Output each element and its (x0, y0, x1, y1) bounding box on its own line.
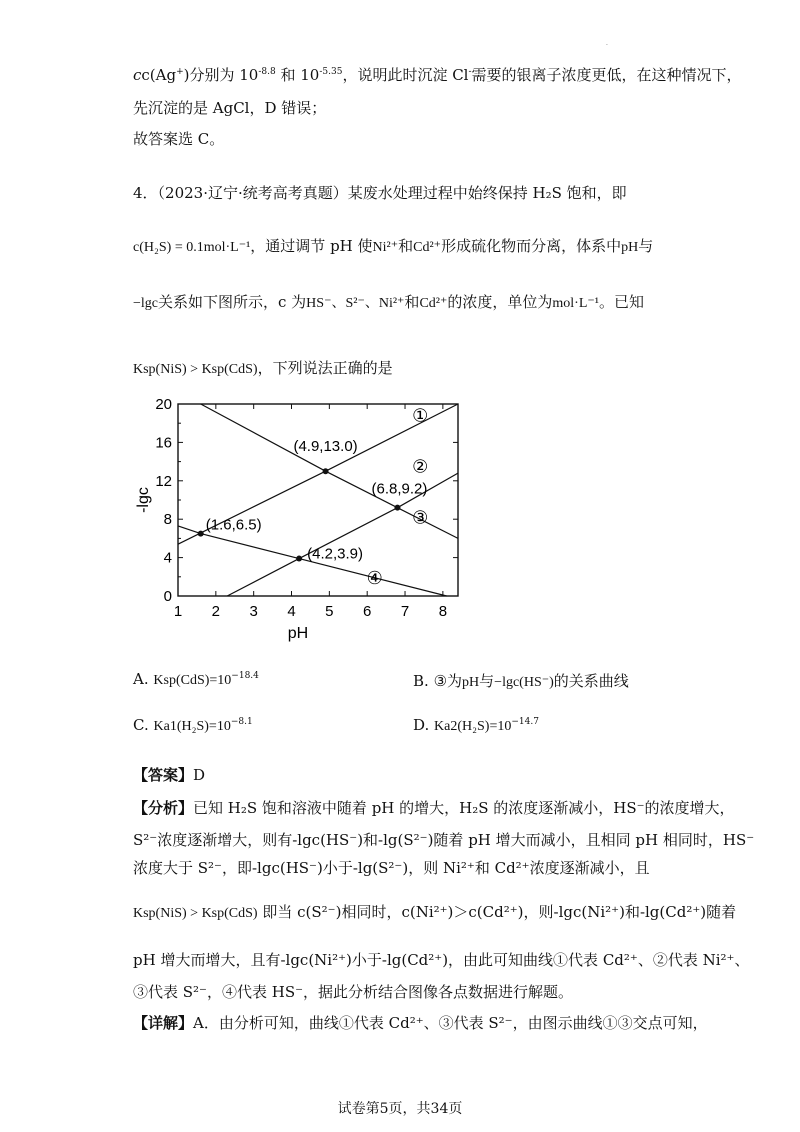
question-4-line4: Ksp(NiS) > Ksp(CdS)，下列说法正确的是 (133, 359, 393, 377)
x-tick-label: 1 (173, 603, 183, 620)
answer-line: 【答案】D (133, 766, 206, 784)
data-point (198, 531, 204, 537)
y-tick-label: 16 (155, 434, 172, 452)
plot-frame (178, 404, 458, 596)
series-label-1: ① (412, 405, 429, 427)
option-a[interactable]: A. $Ksp(CdS)=10^{-18.4}$ (133, 670, 259, 688)
x-tick-label: 7 (400, 603, 410, 620)
analysis-line-1: 【分析】已知 H₂S 饱和溶液中随着 pH 的增大，H₂S 的浓度逐渐减小，HS⁻的浓度增大， (133, 799, 735, 817)
detail-line: 【详解】A．由分析可知，曲线①代表 Cd²⁺、③代表 S²⁻，由图示曲线①③交点可知， (133, 1014, 708, 1032)
question-4-stem: 4．（2023·辽宁·统考高考真题）某废水处理过程中始终保持 H₂S 饱和，即 (133, 184, 627, 202)
analysis-line-6: ③代表 S²⁻，④代表 HS⁻，据此分析结合图像各点数据进行解题。 (133, 983, 574, 1001)
text-line-agcl: 先沉淀的是 AgCl，D 错误； (133, 99, 327, 117)
option-d[interactable]: D. $Ka2(H_2S)=10^{-14.7}$ (413, 716, 539, 734)
x-tick-label: 2 (211, 603, 221, 620)
y-tick-label: 0 (163, 588, 172, 605)
analysis-line-2: S²⁻浓度逐渐增大，则有-lgc(HS⁻)和-lg(S²⁻)随着 pH 增大而减小，且相同 pH 相同时，HS⁻ (133, 831, 755, 849)
data-point (323, 468, 329, 474)
data-point-label: (1.6,6.5) (205, 516, 262, 534)
series-label-2: ② (412, 456, 429, 478)
x-tick-label: 3 (249, 603, 258, 620)
analysis-line-5: pH 增大而增大，且有-lgc(Ni²⁺)小于-lg(Cd²⁺)，由此可知曲线①代表 Cd²⁺、②代表 Ni²⁺、 (133, 951, 750, 969)
text-line-answer-c: 故答案选 C。 (133, 130, 225, 148)
question-4-line2: c(H₂S) = 0.1mol·L⁻¹，通过调节 pH 使Ni²⁺和Cd²⁺形成硫化物而分离，体系中pH与 (133, 237, 654, 255)
ph-lgc-chart (128, 392, 468, 652)
analysis-line-3: 浓度大于 S²⁻，即-lgc(HS⁻)小于-lg(S²⁻)，则 Ni²⁺和 Cd²⁺浓度逐渐减小，且 (133, 859, 650, 877)
y-tick-label: 8 (163, 511, 172, 529)
x-tick-label: 8 (438, 603, 448, 620)
y-tick-label: 4 (163, 549, 172, 567)
text-line-ag: cc(Ag+)分别为 $10^{-8.8}$ 和 $10^{-5.35}$，说明此时沉淀 Cl-需要的银离子浓度更低，在这种情况下， (133, 66, 742, 84)
question-4-line3: −lgc关系如下图所示，c 为HS⁻、S²⁻、Ni²⁺和Cd²⁺的浓度，单位为mol·L⁻¹。已知 (133, 293, 644, 311)
page-mark: · (606, 42, 608, 49)
data-point-label: (4.9,13.0) (293, 438, 358, 456)
page-footer: 试卷第5页，共34页 (337, 1101, 463, 1117)
x-axis-label: pH (287, 625, 309, 642)
data-point (296, 556, 302, 562)
data-point-label: (4.2,3.9) (307, 545, 364, 563)
data-point (394, 505, 400, 511)
x-tick-label: 6 (363, 603, 372, 620)
series-label-4: ④ (366, 567, 383, 589)
y-tick-label: 20 (155, 396, 172, 413)
analysis-line-4: Ksp(NiS) > Ksp(CdS) 即当 c(S²⁻)相同时，c(Ni²⁺)＞c(Cd²⁺)，则-lgc(Ni²⁺)和-lg(Cd²⁺)随着 (133, 903, 737, 921)
y-axis-label: -lgc (135, 487, 152, 513)
option-c[interactable]: C. $Ka1(H_2S)=10^{-8.1}$ (133, 716, 253, 734)
series-label-3: ③ (412, 507, 429, 529)
data-point-label: (6.8,9.2) (371, 480, 428, 498)
x-tick-label: 4 (287, 603, 296, 620)
x-tick-label: 5 (325, 603, 334, 620)
y-tick-label: 12 (155, 472, 172, 490)
option-b[interactable]: B. ③为pH与−lgc(HS⁻)的关系曲线 (413, 672, 629, 690)
